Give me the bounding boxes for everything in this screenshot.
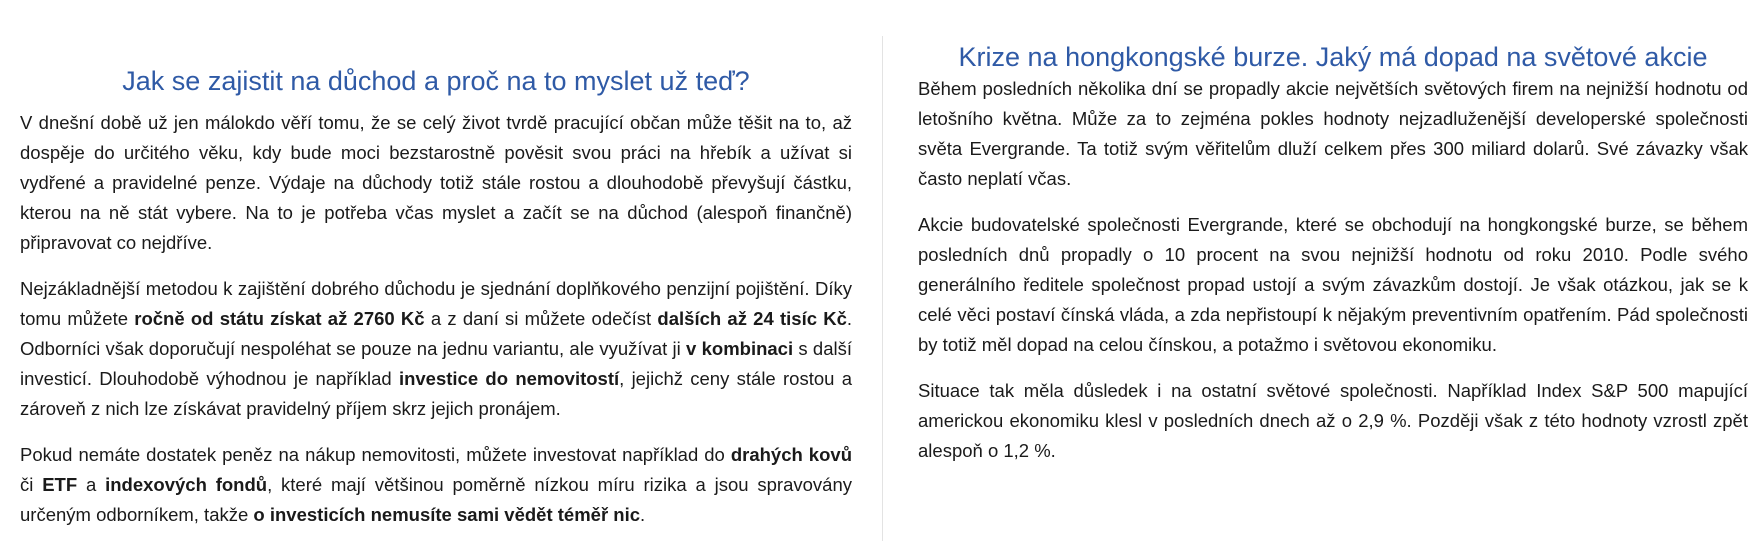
left-article-paragraph-1: V dnešní době už jen málokdo věří tomu, že se celý život tvrdě pracující občan může těšit na to, až dospěje do určitého věku, kdy bude moci bezstarostně pověsit svou práci na hřebík a užívat si vydřené a pravidelné penze. Výdaje na důchody totiž stále rostou a dlouhodobě převyšují částku, kterou na ně stát vybere. Na to je potřeba včas myslet a začít se na důchod (alespoň finančně) připravovat co nejdříve. — [20, 112, 852, 253]
bold-run: v kombinaci — [686, 338, 794, 359]
right-page — [883, 0, 1764, 541]
text-run: Pokud nemáte dostatek peněz na nákup nemovitosti, můžete investovat například do — [20, 444, 731, 465]
text-run: Nejzákladnější metodou k zajištění dobrého důchodu je sjednání doplňkového penzijní pojištění. Díky tomu můžete — [20, 278, 852, 329]
bold-run: investice do nemovitostí — [398, 368, 620, 389]
text-run: . — [640, 504, 646, 525]
bold-run: ETF — [42, 474, 78, 495]
bold-run: o investicích nemusíte sami vědět téměř nic — [253, 504, 641, 525]
left-article-paragraph-2 — [20, 274, 852, 424]
bold-run: dalších až 24 tisíc Kč — [657, 308, 847, 329]
text-run: , které mají většinou poměrně nízkou míru rizika a jsou spravovány určeným odborníkem, takže — [20, 474, 852, 525]
bold-run: indexových fondů — [105, 474, 268, 495]
left-article-paragraph-3 — [20, 440, 852, 530]
right-article-title: Krize na hongkongské burze. Jaký má dopad na světové akcie — [958, 42, 1708, 72]
text-run: , jejichž ceny stále rostou a zároveň z nich lze získávat pravidelný příjem skrz jejich pronájem. — [20, 368, 853, 419]
bold-run: drahých kovů — [730, 444, 852, 465]
left-article-title: Jak se zajistit na důchod a proč na to myslet už teď? — [122, 66, 750, 96]
text-run: a — [77, 474, 106, 495]
text-run: . Odborníci však doporučují nespoléhat se pouze na jednu variantu, ale využívat ji — [20, 308, 853, 359]
bold-run: ročně od státu získat až 2760 Kč — [134, 308, 425, 329]
right-article-paragraph-1: Během posledních několika dní se propadly akcie největších světových firem na nejnižší hodnotu od letošního května. Může za to zejména pokles hodnoty nejzadluženější developerské společnosti světa Evergrande. Ta totiž svým věřitelům dluží celkem přes 300 miliard dolarů. Své závazky však často neplatí včas. — [918, 78, 1748, 189]
text-run: s další investicí. Dlouhodobě výhodnou je například — [20, 338, 852, 389]
text-run: a z daní si můžete odečíst — [424, 308, 658, 329]
right-article-paragraph-2: Akcie budovatelské společnosti Evergrande, které se obchodují na hongkongské burze, se během posledních dnů propadly o 10 procent na svou nejnižší hodnotu od roku 2010. Podle svého generálního ředitele společnost propad ustojí a svým závazkům dostojí. Je však otázkou, jak se k celé věci postaví čínská vláda, a zda nepřistoupí k nějakým preventivním opatřením. Pád společnosti by totiž měl dopad na celou čínskou, a potažmo i světovou ekonomiku. — [918, 214, 1748, 355]
right-article-paragraph-3: Situace tak měla důsledek i na ostatní světové společnosti. Například Index S&P 500 mapující americkou ekonomiku klesl v posledních dnech až o 2,9 %. Později však z této hodnoty vzrostl zpět alespoň o 1,2 %. — [918, 380, 1748, 461]
text-run: či — [20, 474, 43, 495]
